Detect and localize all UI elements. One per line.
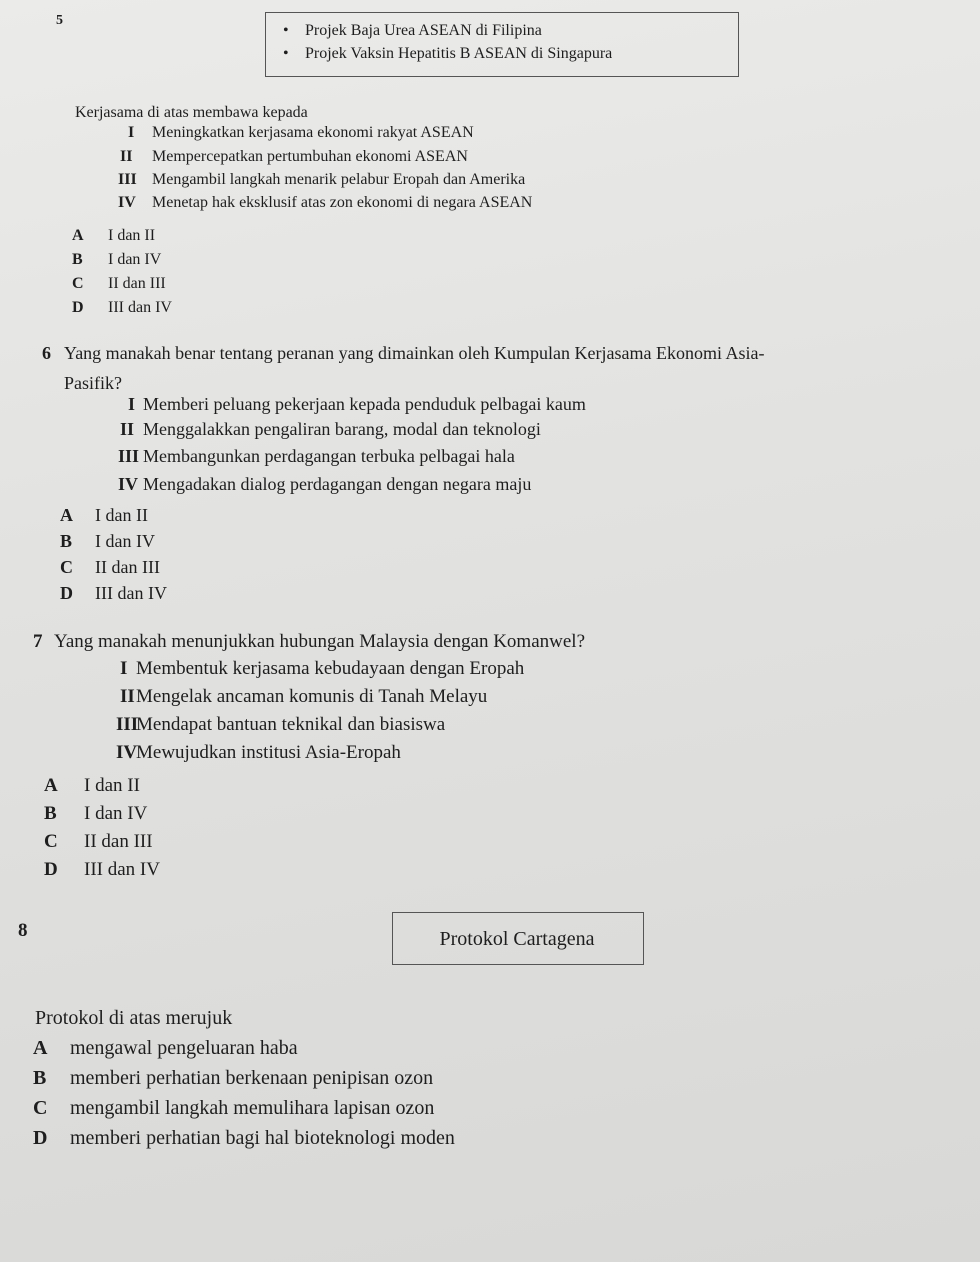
statement-text: Mewujudkan institusi Asia-Eropah (136, 741, 401, 763)
option-letter: D (72, 299, 84, 316)
option-letter: D (60, 582, 73, 603)
question-stem: Protokol di atas merujuk (35, 1007, 233, 1029)
statement-numeral: I (120, 657, 128, 679)
option-letter: D (33, 1127, 48, 1149)
statement-text: Membangunkan perdagangan terbuka pelbagai hala (143, 445, 515, 466)
statement-numeral: II (120, 418, 135, 439)
option-text: I dan IV (84, 802, 148, 824)
option-text: memberi perhatian bagi hal bioteknologi moden (70, 1127, 455, 1149)
statement-numeral: IV (118, 473, 139, 494)
statement-text: Mengambil langkah menarik pelabur Eropah dan Amerika (152, 171, 526, 188)
question-number: 8 (18, 919, 28, 941)
question-stem: Pasifik? (64, 372, 122, 393)
question-number: 7 (33, 630, 43, 652)
option-text: II dan III (95, 556, 160, 577)
option-letter: C (33, 1097, 48, 1119)
statement-text: Mendapat bantuan teknikal dan biasiswa (136, 713, 446, 735)
statement-text: Memberi peluang pekerjaan kepada penduduk pelbagai kaum (143, 393, 586, 414)
option-text: II dan III (108, 275, 166, 292)
statement-numeral: I (128, 124, 135, 141)
option-text: I dan II (108, 227, 156, 244)
option-text: II dan III (84, 830, 153, 852)
statement-text: Mengelak ancaman komunis di Tanah Melayu (136, 685, 488, 707)
question-stem: Yang manakah benar tentang peranan yang dimainkan oleh Kumpulan Kerjasama Ekonomi Asia- (64, 342, 765, 363)
option-letter: B (33, 1067, 47, 1089)
statement-numeral: IV (118, 194, 136, 211)
option-text: memberi perhatian berkenaan penipisan ozon (70, 1067, 434, 1089)
option-text: I dan II (84, 774, 140, 796)
question-number: 6 (42, 342, 51, 363)
statement-text: Meningkatkan kerjasama ekonomi rakyat ASEAN (152, 124, 474, 141)
question-number: 5 (56, 12, 63, 28)
statement-text: Menetap hak eksklusif atas zon ekonomi di negara ASEAN (152, 194, 533, 211)
statement-numeral: III (116, 713, 139, 735)
source-item: • Projek Vaksin Hepatitis B ASEAN di Singapura (305, 46, 612, 62)
statement-numeral: III (118, 171, 137, 188)
option-letter: B (44, 802, 57, 824)
option-text: III dan IV (108, 299, 172, 316)
option-letter: A (60, 504, 73, 525)
statement-numeral: II (120, 685, 135, 707)
statement-text: Mempercepatkan pertumbuhan ekonomi ASEAN (152, 148, 468, 165)
option-letter: C (72, 275, 84, 292)
statement-numeral: II (120, 148, 133, 165)
option-letter: C (44, 830, 58, 852)
statement-numeral: III (118, 445, 140, 466)
statement-text: Menggalakkan pengaliran barang, modal dan teknologi (143, 418, 541, 439)
option-letter: B (60, 530, 73, 551)
option-letter: A (33, 1037, 48, 1059)
question-stem: Yang manakah menunjukkan hubungan Malaysia dengan Komanwel? (54, 630, 585, 652)
statement-text: Mengadakan dialog perdagangan dengan negara maju (143, 473, 532, 494)
question-stem: Kerjasama di atas membawa kepada (75, 104, 308, 121)
source-text: Protokol Cartagena (439, 928, 595, 950)
option-letter: A (72, 227, 84, 244)
option-letter: C (60, 556, 73, 577)
option-letter: A (44, 774, 58, 796)
option-text: I dan II (95, 504, 148, 525)
source-item: • Projek Baja Urea ASEAN di Filipina (305, 23, 542, 39)
option-text: I dan IV (95, 530, 155, 551)
statement-numeral: I (128, 393, 136, 414)
option-letter: D (44, 858, 58, 880)
option-letter: B (72, 251, 83, 268)
option-text: III dan IV (84, 858, 160, 880)
statement-text: Membentuk kerjasama kebudayaan dengan Eropah (136, 657, 525, 679)
option-text: III dan IV (95, 582, 167, 603)
statement-numeral: IV (116, 741, 138, 763)
option-text: mengawal pengeluaran haba (70, 1037, 298, 1059)
option-text: I dan IV (108, 251, 162, 268)
option-text: mengambil langkah memulihara lapisan ozon (70, 1097, 435, 1119)
